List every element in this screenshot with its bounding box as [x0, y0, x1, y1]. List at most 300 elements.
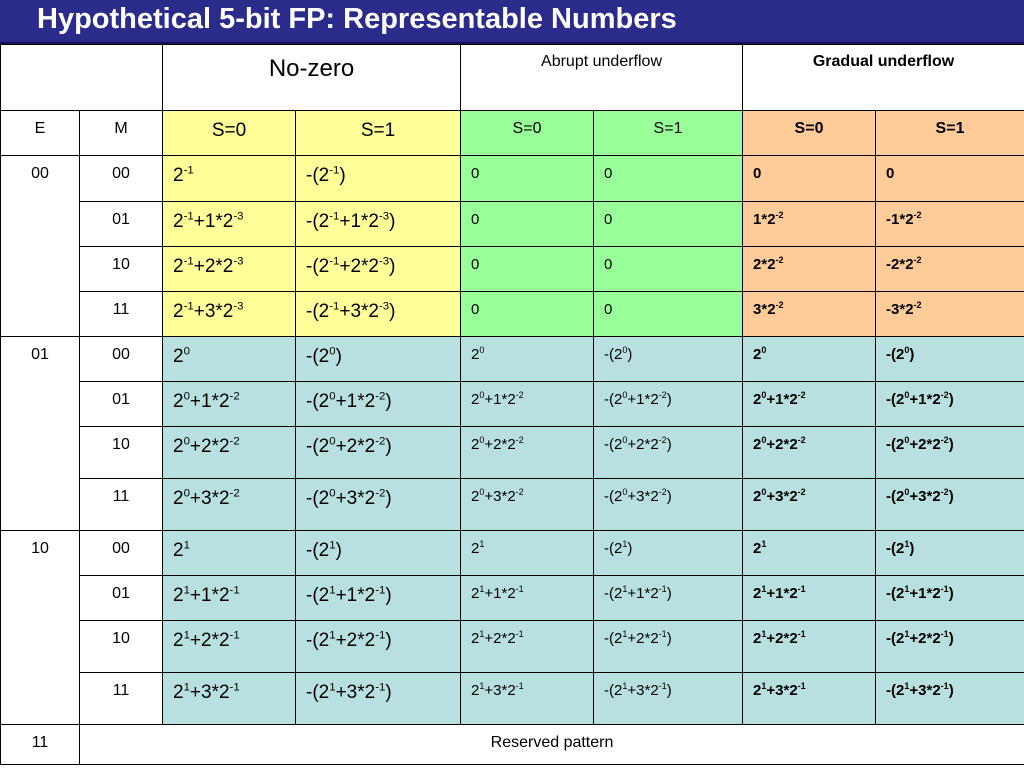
value-expression [163, 382, 295, 413]
value-expression [296, 576, 460, 607]
exponent-superscript: -1 [329, 255, 340, 268]
exponent-superscript: 1 [479, 629, 485, 639]
expression-part: 2 [173, 682, 184, 703]
exponent-superscript: 0 [479, 345, 485, 355]
table-row [1, 202, 1024, 247]
value-cell-gr0 [743, 576, 876, 621]
expression-part: +1*2 [909, 391, 941, 408]
expression-part: 0 [604, 211, 613, 228]
value-cell-ab0 [461, 247, 594, 292]
header-nz-s1 [296, 111, 461, 156]
exponent-superscript: -1 [515, 584, 524, 594]
exponent-superscript: -3 [379, 300, 390, 313]
expression-part: +3*2 [189, 488, 230, 509]
value-cell-nz0 [163, 247, 296, 292]
value-expression [461, 673, 593, 699]
value-expression [594, 531, 742, 557]
expression-part: +2*2 [627, 436, 659, 453]
exponent-superscript: -2 [797, 435, 806, 445]
value-cell-ab0 [461, 337, 594, 382]
value-expression [461, 156, 593, 182]
value-expression [296, 202, 460, 233]
exponent-superscript: -1 [229, 584, 240, 597]
value-expression [876, 427, 1024, 453]
expression-part: ) [948, 630, 954, 647]
mantissa-cell [80, 576, 163, 621]
mantissa-value: 10 [112, 436, 130, 453]
exponent-superscript: 0 [183, 435, 190, 448]
exponent-superscript: -2 [940, 487, 949, 497]
value-cell-ab0 [461, 621, 594, 673]
exponent-superscript: 1 [479, 584, 485, 594]
exponent-superscript: 1 [904, 584, 910, 594]
exponent-superscript: -2 [515, 487, 524, 497]
expression-part: -(2 [604, 436, 623, 453]
header-nz-s0 [163, 111, 296, 156]
exponent-superscript: 1 [622, 539, 628, 549]
value-expression [876, 247, 1024, 273]
value-cell-ab1 [594, 382, 743, 427]
expression-part: 2 [173, 630, 184, 651]
exponent-superscript: -2 [658, 390, 667, 400]
value-expression [163, 202, 295, 233]
value-expression [594, 337, 742, 363]
exponent-superscript: 1 [622, 681, 628, 691]
expression-part: +3*2 [335, 488, 376, 509]
expression-part: 1*2 [753, 211, 776, 228]
expression-part: ) [627, 346, 633, 363]
value-cell-gr0 [743, 673, 876, 725]
page-title: Hypothetical 5-bit FP: Representable Numbers [37, 3, 677, 35]
expression-part: -1*2 [886, 211, 914, 228]
value-cell-nz1 [296, 673, 461, 725]
exponent-superscript: -1 [940, 629, 949, 639]
expression-part: 0 [471, 165, 480, 182]
expression-part: ) [909, 540, 915, 557]
exponent-superscript: -2 [229, 435, 240, 448]
value-cell-nz1 [296, 576, 461, 621]
exponent-superscript: 0 [329, 487, 336, 500]
expression-part: 0 [753, 165, 762, 182]
value-cell-gr1 [876, 247, 1024, 292]
value-cell-nz1 [296, 337, 461, 382]
value-expression [594, 479, 742, 505]
value-expression [876, 292, 1024, 318]
expression-part: 2 [753, 682, 762, 699]
header-no-zero-label: No-zero [268, 55, 355, 82]
expression-part: +3*2 [909, 682, 941, 699]
exponent-superscript: 0 [761, 435, 767, 445]
value-expression [594, 576, 742, 602]
value-expression [876, 337, 1024, 363]
expression-part: -(2 [886, 391, 905, 408]
expression-part: 2*2 [753, 256, 776, 273]
exponent-superscript: 0 [761, 487, 767, 497]
value-expression [163, 531, 295, 562]
exponent-superscript: 1 [479, 681, 485, 691]
expression-part: +2*2 [339, 256, 379, 277]
value-expression [876, 673, 1024, 699]
value-expression [163, 479, 295, 510]
expression-part: +3*2 [909, 488, 941, 505]
expression-part: 0 [471, 211, 480, 228]
exponent-superscript: -1 [515, 629, 524, 639]
exponent-superscript: 0 [183, 345, 190, 358]
expression-part: +3*2 [189, 682, 230, 703]
expression-part: -(2 [306, 682, 330, 703]
exponent-superscript: 1 [904, 681, 910, 691]
expression-part: +1*2 [339, 211, 379, 232]
exponent-superscript: -1 [940, 584, 949, 594]
exponent-superscript: -2 [658, 487, 667, 497]
value-expression [461, 427, 593, 453]
value-cell-ab1 [594, 576, 743, 621]
header-abrupt-underflow [461, 45, 743, 111]
expression-part: ) [385, 682, 392, 703]
header-e [1, 111, 80, 156]
expression-part: +3*2 [484, 488, 516, 505]
expression-part: 2 [753, 488, 762, 505]
expression-part: +2*2 [484, 436, 516, 453]
value-expression [743, 479, 875, 505]
expression-part: -3*2 [886, 301, 914, 318]
expression-part: -(2 [886, 630, 905, 647]
exponent-superscript: 1 [904, 539, 910, 549]
exponent-superscript: 1 [329, 681, 336, 694]
expression-part: 3*2 [753, 301, 776, 318]
value-expression [296, 531, 460, 562]
expression-part: +3*2 [766, 682, 798, 699]
expression-part: ) [385, 630, 392, 651]
expression-part: 2 [471, 346, 480, 363]
exponent-superscript: -3 [233, 300, 244, 313]
value-cell-ab1 [594, 202, 743, 247]
exponent-superscript: -2 [375, 487, 386, 500]
mantissa-value: 01 [112, 585, 130, 602]
value-cell-ab0 [461, 382, 594, 427]
value-expression [876, 576, 1024, 602]
expression-part: -(2 [604, 488, 623, 505]
title-bar [0, 0, 1024, 44]
exponent-superscript: -2 [775, 255, 784, 265]
value-expression [296, 382, 460, 413]
exponent-superscript: 1 [622, 584, 628, 594]
expression-part: +2*2 [909, 436, 941, 453]
exponent-superscript: 1 [329, 584, 336, 597]
value-cell-gr1 [876, 156, 1024, 202]
value-cell-gr0 [743, 427, 876, 479]
value-cell-gr1 [876, 202, 1024, 247]
value-expression [876, 382, 1024, 408]
exponent-superscript: 0 [622, 345, 628, 355]
exponent-superscript: -2 [775, 210, 784, 220]
mantissa-cell [80, 382, 163, 427]
expression-part: 2 [173, 256, 184, 277]
value-expression [876, 202, 1024, 228]
expression-part: 2 [471, 488, 480, 505]
expression-part: +2*2 [766, 630, 798, 647]
expression-part: +2*2 [189, 630, 230, 651]
value-cell-ab1 [594, 427, 743, 479]
mantissa-value: 00 [112, 346, 130, 363]
exponent-value: 10 [31, 540, 49, 557]
exponent-superscript: -1 [229, 629, 240, 642]
expression-part: 2 [173, 301, 184, 322]
header-empty-cell [1, 45, 163, 111]
value-expression [743, 247, 875, 273]
expression-part: +1*2 [766, 585, 798, 602]
mantissa-value: 00 [112, 540, 130, 557]
value-cell-gr0 [743, 531, 876, 576]
value-cell-ab0 [461, 576, 594, 621]
exponent-superscript: 1 [329, 539, 336, 552]
value-cell-gr0 [743, 156, 876, 202]
value-cell-nz0 [163, 156, 296, 202]
exponent-superscript: 0 [622, 390, 628, 400]
expression-part: ) [389, 301, 396, 322]
value-expression [594, 621, 742, 647]
mantissa-value: 01 [112, 391, 130, 408]
exponent-superscript: -2 [797, 487, 806, 497]
value-expression [594, 156, 742, 182]
value-expression [743, 337, 875, 363]
expression-part: 2 [471, 630, 480, 647]
table-row [1, 576, 1024, 621]
value-expression [461, 247, 593, 273]
value-cell-gr1 [876, 382, 1024, 427]
exponent-superscript: -3 [233, 255, 244, 268]
exponent-superscript: -1 [183, 210, 194, 223]
value-expression [594, 292, 742, 318]
header-row-sign [1, 111, 1024, 156]
exponent-superscript: -2 [375, 390, 386, 403]
value-expression [743, 202, 875, 228]
exponent-superscript: -1 [658, 629, 667, 639]
exponent-value: 11 [31, 734, 49, 751]
expression-part: ) [666, 391, 672, 408]
value-expression [594, 247, 742, 273]
exponent-superscript: 1 [183, 681, 190, 694]
exponent-superscript: 0 [761, 390, 767, 400]
expression-part: ) [666, 585, 672, 602]
exponent-superscript: -2 [913, 210, 922, 220]
expression-part: +2*2 [335, 436, 376, 457]
exponent-value: 01 [31, 346, 49, 363]
exponent-superscript: 1 [904, 629, 910, 639]
expression-part: ) [948, 488, 954, 505]
exponent-superscript: 0 [479, 487, 485, 497]
expression-part: +1*2 [484, 585, 516, 602]
header-ab-s1-label: S=1 [653, 120, 683, 137]
value-expression [461, 576, 593, 602]
value-cell-gr1 [876, 292, 1024, 337]
fp-table [0, 44, 1024, 765]
value-expression [296, 247, 460, 278]
expression-part: ) [666, 436, 672, 453]
exponent-superscript: -2 [515, 390, 524, 400]
value-expression [743, 531, 875, 557]
value-cell-nz0 [163, 202, 296, 247]
expression-part: ) [385, 391, 392, 412]
exponent-superscript: 0 [622, 435, 628, 445]
expression-part: 2 [173, 211, 184, 232]
value-cell-gr0 [743, 337, 876, 382]
value-cell-nz1 [296, 479, 461, 531]
value-expression [296, 337, 460, 368]
exponent-superscript: -3 [379, 210, 390, 223]
expression-part: -(2 [306, 585, 330, 606]
mantissa-cell [80, 531, 163, 576]
expression-part: +3*2 [339, 301, 379, 322]
expression-part: 2 [471, 436, 480, 453]
exponent-superscript: 0 [761, 345, 767, 355]
mantissa-value: 10 [112, 630, 130, 647]
value-expression [743, 673, 875, 699]
value-cell-nz0 [163, 479, 296, 531]
value-expression [163, 156, 295, 187]
mantissa-cell [80, 673, 163, 725]
value-expression [461, 292, 593, 318]
value-cell-gr1 [876, 673, 1024, 725]
exponent-superscript: -2 [797, 390, 806, 400]
table-row [1, 337, 1024, 382]
value-cell-ab0 [461, 202, 594, 247]
exponent-superscript: -1 [797, 584, 806, 594]
mantissa-cell [80, 337, 163, 382]
value-cell-gr0 [743, 621, 876, 673]
value-cell-gr1 [876, 621, 1024, 673]
value-expression [461, 621, 593, 647]
value-cell-ab0 [461, 292, 594, 337]
value-cell-nz1 [296, 292, 461, 337]
mantissa-cell [80, 247, 163, 292]
expression-part: 0 [886, 165, 895, 182]
exponent-superscript: 0 [329, 390, 336, 403]
expression-part: 2 [753, 540, 762, 557]
exponent-superscript: 0 [904, 487, 910, 497]
table-row [1, 621, 1024, 673]
exponent-superscript: -1 [183, 300, 194, 313]
mantissa-cell [80, 156, 163, 202]
table-row [1, 382, 1024, 427]
expression-part: 2 [173, 165, 184, 186]
exponent-superscript: 1 [761, 539, 767, 549]
value-expression [594, 427, 742, 453]
reserved-row [1, 725, 1024, 765]
exponent-superscript: -2 [913, 300, 922, 310]
value-expression [876, 156, 1024, 182]
expression-part: ) [385, 585, 392, 606]
exponent-superscript: -1 [329, 210, 340, 223]
exponent-superscript: 1 [479, 539, 485, 549]
exponent-superscript: -2 [940, 390, 949, 400]
exponent-superscript: -3 [233, 210, 244, 223]
reserved-pattern-cell [80, 725, 1024, 765]
header-gr-s1-label: S=1 [935, 120, 965, 137]
mantissa-cell [80, 621, 163, 673]
expression-part: -(2 [604, 540, 623, 557]
fp-table-body [1, 45, 1024, 765]
expression-part: 2 [471, 540, 480, 557]
value-expression [461, 382, 593, 408]
value-cell-nz1 [296, 202, 461, 247]
exponent-cell [1, 337, 80, 531]
expression-part: 2 [753, 585, 762, 602]
value-expression [296, 673, 460, 704]
reserved-pattern-label: Reserved pattern [490, 734, 614, 751]
exponent-superscript: 0 [904, 390, 910, 400]
exponent-superscript: -1 [797, 629, 806, 639]
value-cell-gr0 [743, 382, 876, 427]
expression-part: 2 [471, 391, 480, 408]
table-row [1, 531, 1024, 576]
expression-part: -(2 [604, 682, 623, 699]
expression-part: +1*2 [627, 585, 659, 602]
header-row-scheme [1, 45, 1024, 111]
expression-part: 2 [173, 391, 184, 412]
exponent-superscript: 1 [761, 584, 767, 594]
expression-part: ) [385, 436, 392, 457]
value-expression [163, 427, 295, 458]
header-gradual-label: Gradual underflow [812, 53, 955, 70]
value-cell-gr1 [876, 479, 1024, 531]
exponent-superscript: 0 [622, 487, 628, 497]
expression-part: +1*2 [484, 391, 516, 408]
expression-part: ) [666, 488, 672, 505]
header-ab-s0 [461, 111, 594, 156]
expression-part: -(2 [306, 165, 330, 186]
expression-part: -(2 [306, 301, 330, 322]
expression-part: -(2 [306, 391, 330, 412]
value-cell-ab0 [461, 427, 594, 479]
exponent-superscript: -3 [379, 255, 390, 268]
exponent-superscript: 0 [329, 435, 336, 448]
value-cell-ab1 [594, 479, 743, 531]
value-expression [594, 673, 742, 699]
expression-part: ) [666, 630, 672, 647]
value-cell-nz1 [296, 531, 461, 576]
expression-part: -(2 [886, 540, 905, 557]
expression-part: ) [385, 488, 392, 509]
value-expression [876, 621, 1024, 647]
mantissa-cell [80, 202, 163, 247]
exponent-superscript: 0 [183, 390, 190, 403]
value-cell-gr0 [743, 292, 876, 337]
value-expression [163, 621, 295, 652]
exponent-superscript: -1 [329, 164, 340, 177]
value-cell-gr1 [876, 427, 1024, 479]
value-cell-ab1 [594, 247, 743, 292]
exponent-superscript: -1 [183, 255, 194, 268]
exponent-superscript: 1 [183, 584, 190, 597]
expression-part: +1*2 [189, 585, 230, 606]
exponent-superscript: -2 [913, 255, 922, 265]
value-cell-ab1 [594, 292, 743, 337]
exponent-value: 00 [31, 165, 49, 182]
value-expression [594, 202, 742, 228]
table-row [1, 479, 1024, 531]
expression-part: ) [948, 682, 954, 699]
mantissa-value: 01 [112, 211, 130, 228]
value-cell-ab1 [594, 337, 743, 382]
expression-part: ) [909, 346, 915, 363]
value-cell-nz0 [163, 382, 296, 427]
expression-part: ) [389, 256, 396, 277]
value-cell-nz1 [296, 382, 461, 427]
value-cell-nz1 [296, 156, 461, 202]
exponent-superscript: 0 [904, 345, 910, 355]
value-cell-nz0 [163, 576, 296, 621]
